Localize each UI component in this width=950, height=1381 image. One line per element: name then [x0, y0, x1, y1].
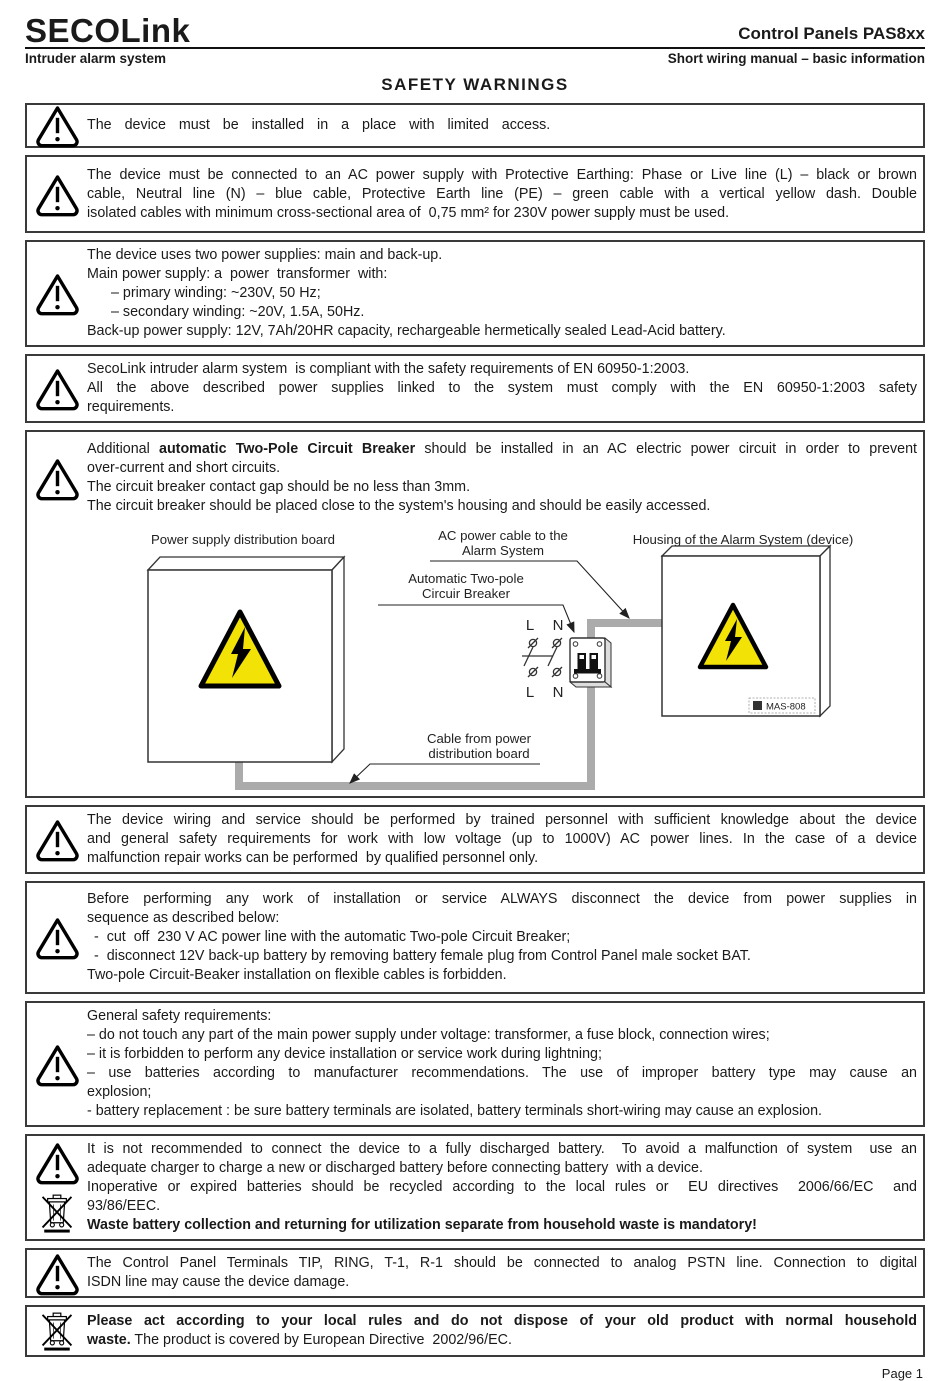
device-model-text: MAS-808	[766, 701, 806, 713]
diagram-label-board: Power supply distribution board	[151, 532, 335, 547]
diagram-label-housing: Housing of the Alarm System (device)	[632, 532, 854, 547]
warning-box-8	[25, 1001, 925, 1127]
warning-text-line: Waste battery collection and returning for utilization separate from household waste is mandatory!	[87, 1217, 757, 1233]
warning-text-line: The circuit breaker should be placed close to the system's housing and should be easily accessed.	[87, 498, 711, 514]
diagram-label-cable-line1: Cable from power	[426, 731, 532, 746]
warning-box-9	[25, 1134, 925, 1241]
warning-text-line: Before performing any work of installation or service ALWAYS disconnect the device from power supplies in	[87, 891, 917, 907]
warning-text-line: adequate charger to charge a new or discharged battery before connecting battery with a device.	[87, 1160, 703, 1176]
warning-text-line: - cut off 230 V AC power line with the automatic Two-pole Circuit Breaker;	[94, 929, 571, 945]
device-model-label	[749, 698, 815, 713]
alarm-system-housing	[662, 546, 830, 716]
header	[25, 12, 925, 66]
warning-text-line: General safety requirements:	[87, 1008, 272, 1024]
warning-text-line: Two-pole Circuit-Beaker installation on flexible cables is forbidden.	[87, 967, 507, 983]
diagram-label-ac-cable-line1: AC power cable to the	[438, 528, 568, 543]
weee-bin-icon	[40, 1192, 74, 1234]
secolink-logo: SECOLink	[25, 12, 191, 49]
warning-box-1	[25, 103, 925, 148]
warning-triangle-icon	[35, 368, 80, 409]
weee-bin-icon	[40, 1310, 74, 1352]
warning-text-line: - battery replacement : be sure battery terminals are isolated, battery terminals short-wiring may cause an explosion.	[87, 1103, 823, 1119]
warning-text-line: – use batteries according to manufacturer recommendations. The use of improper battery type may cause an	[87, 1065, 917, 1081]
text-run: The product is covered by European Directive 2002/96/EC.	[130, 1332, 512, 1348]
text-run: Additional	[87, 441, 159, 457]
warning-text-line	[87, 440, 917, 459]
warning-text-line: Back-up power supply: 12V, 7Ah/20HR capacity, rechargeable hermetically sealed Lead-Acid battery.	[87, 323, 726, 339]
warning-text-line: Main power supply: a power transformer with:	[87, 266, 388, 282]
warning-triangle-icon	[35, 917, 80, 958]
ac-cable-to-alarm-system	[591, 623, 664, 638]
page-title: SAFETY WARNINGS	[381, 75, 569, 94]
header-subtitle: Short wiring manual – basic information	[667, 51, 925, 66]
warning-box-4	[25, 354, 925, 423]
warning-box-10	[25, 1248, 925, 1298]
warning-text-line: It is not recommended to connect the device to a fully discharged battery. To avoid a malfunction of system use an	[87, 1141, 917, 1157]
warning-text-line: requirements.	[87, 399, 175, 415]
warning-text-line: 93/86/EEC.	[87, 1198, 161, 1214]
warning-box-3	[25, 240, 925, 347]
warning-text-line: – primary winding: ~230V, 50 Hz;	[111, 285, 321, 301]
warning-text-line: ISDN line may cause the device damage.	[87, 1274, 350, 1290]
warning-triangle-icon	[35, 1253, 80, 1294]
warning-text-line: malfunction repair works can be performed by qualified personnel only.	[87, 850, 539, 866]
warning-text-line: Please act according to your local rules and do not dispose of your old product with normal household	[87, 1313, 917, 1329]
warning-box-2	[25, 155, 925, 233]
warning-triangle-icon	[35, 1142, 80, 1183]
warning-text-line: cable, Neutral line (N) – blue cable, Protective Earth line (PE) – green cable with a vertical yellow dash. Double	[87, 185, 917, 202]
leader-breaker	[378, 605, 574, 632]
warning-box-11	[25, 1305, 925, 1357]
terminal-n-bottom: N	[552, 684, 564, 701]
circuit-breaker-device	[570, 638, 611, 687]
warning-box-7	[25, 881, 925, 994]
warning-text-line: isolated cables with minimum cross-sectional area of 0,75 mm² for 230V power supply must be used.	[87, 204, 730, 221]
diagram-label-ac-cable-line2: Alarm System	[461, 543, 545, 558]
terminal-l-bottom: L	[525, 684, 535, 701]
warning-text-line: The device uses two power supplies: main and back-up.	[87, 247, 443, 263]
text-run-bold: waste.	[87, 1332, 131, 1348]
warning-text-line: The Control Panel Terminals TIP, RING, T-1, R-1 should be connected to analog PSTN line. Connection to digital	[87, 1255, 917, 1271]
warning-text-line: The circuit breaker contact gap should be no less than 3mm.	[87, 479, 471, 495]
diagram-label-breaker-line1: Automatic Two-pole	[408, 571, 524, 586]
warning-text-line: - disconnect 12V back-up battery by removing battery female plug from Control Panel male socket BAT.	[94, 948, 751, 964]
terminal-n-top: N	[552, 617, 564, 634]
warning-triangle-icon	[35, 273, 80, 314]
page-number: Page 1	[881, 1366, 923, 1381]
warning-text-line: All the above described power supplies linked to the system must comply with the EN 60950-1:2003 safety	[87, 380, 917, 396]
warning-triangle-icon	[35, 458, 80, 499]
warning-text-line: The device must be installed in a place with limited access.	[87, 117, 551, 133]
warning-box-6	[25, 805, 925, 874]
warning-text-line: Inoperative or expired batteries should be recycled according to the local rules or EU directives 2006/66/EC and	[87, 1179, 917, 1195]
diagram-label-cable-line2: distribution board	[428, 746, 530, 761]
warning-text-line: – do not touch any part of the main power supply under voltage: transformer, a fuse block, connection wires;	[87, 1027, 770, 1043]
warning-text-line: The device wiring and service should be performed by trained personnel with sufficient knowledge about the device	[87, 812, 917, 828]
diagram-label-breaker-line2: Circuir Breaker	[422, 586, 510, 601]
warning-text-line	[87, 1331, 917, 1350]
warning-text-line: sequence as described below:	[87, 910, 280, 926]
warning-text-line: – secondary winding: ~20V, 1.5A, 50Hz.	[111, 304, 365, 320]
warning-text-line: – it is forbidden to perform any device installation or service work during lightning;	[87, 1046, 602, 1062]
warning-triangle-icon	[35, 105, 80, 146]
warning-text-line: over-current and short circuits.	[87, 460, 281, 476]
warning-text-line: The device must be connected to an AC power supply with Protective Earthing: Phase or Live line (L) – black or brown	[87, 166, 917, 183]
power-distribution-board	[148, 557, 344, 762]
breaker-schematic	[522, 638, 562, 677]
header-tagline: Intruder alarm system	[25, 51, 167, 66]
leader-cable	[350, 764, 540, 783]
warning-triangle-icon	[35, 1044, 80, 1085]
warning-triangle-icon	[35, 174, 80, 215]
wiring-diagram	[27, 520, 923, 796]
text-run: should be installed in an AC electric power circuit in order to prevent	[415, 441, 917, 457]
warning-triangle-icon	[35, 819, 80, 860]
product-title: Control Panels PAS8xx	[738, 24, 925, 43]
warning-text-line: and general safety requirements for work with low voltage (up to 1000V) AC power lines. In the case of a device	[87, 831, 917, 847]
text-run-bold: automatic Two-Pole Circuit Breaker	[159, 441, 416, 457]
warning-text-line: explosion;	[87, 1084, 152, 1100]
terminal-l-top: L	[525, 617, 535, 634]
warning-box-5	[25, 430, 925, 798]
warning-text-line: SecoLink intruder alarm system is compliant with the safety requirements of EN 60950-1:2003.	[87, 361, 690, 377]
